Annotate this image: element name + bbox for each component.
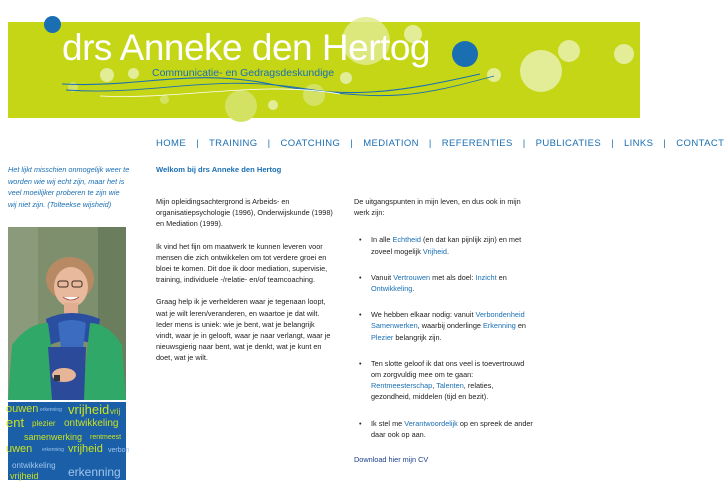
wordcloud-word: verbon: [108, 447, 130, 454]
sidebar-quote: Het lijkt misschien onmogelijk weer te worden wie wij echt zijn, maar het is veel moeilijker proberen te zijn wie wij niet zijn. (Tolteekse wijsheid): [8, 165, 130, 209]
list-text: , waarbij onderlinge: [417, 321, 481, 331]
list-text: We hebben elkaar nodig: vanuit: [371, 310, 474, 320]
wordcloud-word: vrij: [110, 407, 121, 416]
wordcloud-word: erkenning: [40, 407, 62, 413]
link-verbondenheid-samenwerken[interactable]: Verbondenheid Samenwerken: [371, 310, 525, 331]
wordcloud-word: erkenning: [42, 447, 64, 453]
decor-circle: [558, 40, 580, 62]
site-title[interactable]: drs Anneke den Hertog: [62, 27, 430, 68]
nav-separator: |: [522, 138, 526, 149]
principles-intro: De uitgangspunten in mijn leven, en dus ook in mijn werk zijn:: [354, 197, 521, 218]
main-navigation: [156, 138, 724, 149]
nav-separator: |: [663, 138, 667, 149]
nav-training[interactable]: TRAINING: [208, 138, 258, 149]
list-text: , relaties, gezondheid, middelen (tijd en bezit).: [371, 381, 494, 402]
nav-referenties[interactable]: REFERENTIES: [441, 138, 513, 149]
list-text: belangrijk zijn.: [395, 332, 442, 342]
nav-mediation[interactable]: MEDIATION: [363, 138, 419, 149]
wordcloud-word: vrijheid: [68, 443, 103, 455]
intro-paragraph: Graag help ik je verhelderen waar je tegenaan loopt, wat je wilt leren/veranderen, en waartoe je dat wilt. Ieder mens is uniek: wie je bent, wat je belangrijk vindt, waar je in gelooft, waar je naar verlangt, waar je nieuwsgierig naar bent, wat je denkt, wat je kunt en doet, wat je wilt.: [156, 297, 331, 363]
link-plezier[interactable]: Plezier: [371, 332, 394, 342]
wordcloud-word: rentmeest: [90, 434, 122, 441]
list-text: .: [412, 284, 415, 294]
principles-section: [354, 196, 534, 455]
list-text: In alle: [371, 235, 391, 245]
list-item: [365, 234, 534, 256]
list-text: (en dat kan pijnlijk zijn) en met zoveel mogelijk: [371, 235, 522, 256]
list-item: [365, 418, 534, 440]
intro-paragraph: Ik vind het fijn om maatwerk te kunnen leveren voor mensen die zich ontwikkelen om tot verdere groei en bloei te komen. Dit doe ik door mediation, supervisie, training, individuele -/relatie- en/of teamcoaching.: [156, 241, 328, 285]
link-vrijheid[interactable]: Vrijheid: [422, 246, 447, 256]
list-text: en: [498, 272, 507, 282]
link-inzicht[interactable]: Inzicht: [475, 272, 497, 282]
wordcloud-word: ontwikkeling: [64, 418, 119, 429]
principles-list: [354, 234, 534, 440]
link-erkenning[interactable]: Erkenning: [482, 321, 516, 331]
wordcloud-word: ouwen: [6, 403, 39, 415]
decor-circle: [614, 44, 634, 64]
nav-separator: |: [428, 138, 432, 149]
download-cv-link[interactable]: Download hier mijn CV: [354, 455, 429, 464]
values-wordcloud: [6, 402, 130, 481]
welcome-heading: Welkom bij drs Anneke den Hertog: [156, 165, 282, 174]
link-vertrouwen[interactable]: Vertrouwen: [393, 272, 431, 282]
nav-separator: |: [196, 138, 199, 149]
wordcloud-word: ent: [6, 415, 25, 430]
intro-text: [156, 196, 334, 375]
nav-home[interactable]: HOME: [156, 138, 187, 149]
portrait-illustration: [8, 227, 126, 400]
link-rentmeesterschap[interactable]: Rentmeesterschap: [371, 381, 433, 391]
link-echtheid[interactable]: Echtheid: [392, 235, 421, 245]
wordcloud-word: samenwerking: [24, 432, 83, 442]
list-text: .: [447, 246, 450, 256]
link-ontwikkeling[interactable]: Ontwikkeling: [371, 284, 413, 294]
wordcloud-word: plezier: [32, 419, 56, 428]
nav-separator: |: [611, 138, 614, 149]
decor-circle: [44, 16, 61, 33]
link-verantwoordelijk[interactable]: Verantwoordelijk: [404, 418, 458, 428]
list-item: [365, 309, 534, 343]
nav-coaching[interactable]: COATCHING: [280, 138, 341, 149]
nav-contact[interactable]: CONTACT: [676, 138, 724, 149]
list-text: Ten slotte geloof ik dat ons veel is toevertrouwd om zorgvuldig mee om te gaan:: [371, 358, 525, 380]
list-text: Ik stel me: [371, 418, 403, 428]
list-text: Vanuit: [371, 272, 392, 282]
intro-paragraph: Mijn opleidingsachtergrond is Arbeids- en organisatiepsychologie (1996), Onderwijskunde (1998) en Mediation (1999).: [156, 197, 333, 229]
list-text: ,: [432, 381, 435, 391]
portrait-photo: [8, 227, 126, 400]
nav-separator: |: [267, 138, 271, 149]
decor-circle: [520, 50, 562, 92]
wordcloud-word: uwen: [6, 443, 33, 455]
link-talenten[interactable]: Talenten: [436, 381, 464, 391]
wordcloud-word: vrijheid: [10, 471, 39, 481]
list-text: op en spreek de ander daar ook op aan.: [371, 418, 533, 439]
list-text: en: [517, 321, 526, 331]
list-text: met als doel:: [432, 272, 474, 282]
nav-links[interactable]: LINKS: [623, 138, 654, 149]
site-subtitle: Communicatie- en Gedragsdeskundige: [152, 67, 335, 79]
nav-publicaties[interactable]: PUBLICATIES: [535, 138, 602, 149]
nav-separator: |: [350, 138, 354, 149]
wordcloud-word: ontwikkeling: [12, 461, 56, 470]
decor-circle-blue: [452, 41, 478, 67]
wordcloud-word: erkenning: [68, 465, 121, 479]
wordcloud-word: vrijheid: [68, 402, 110, 417]
site-header: [0, 0, 640, 130]
list-item: [365, 358, 534, 403]
list-item: [365, 272, 534, 294]
